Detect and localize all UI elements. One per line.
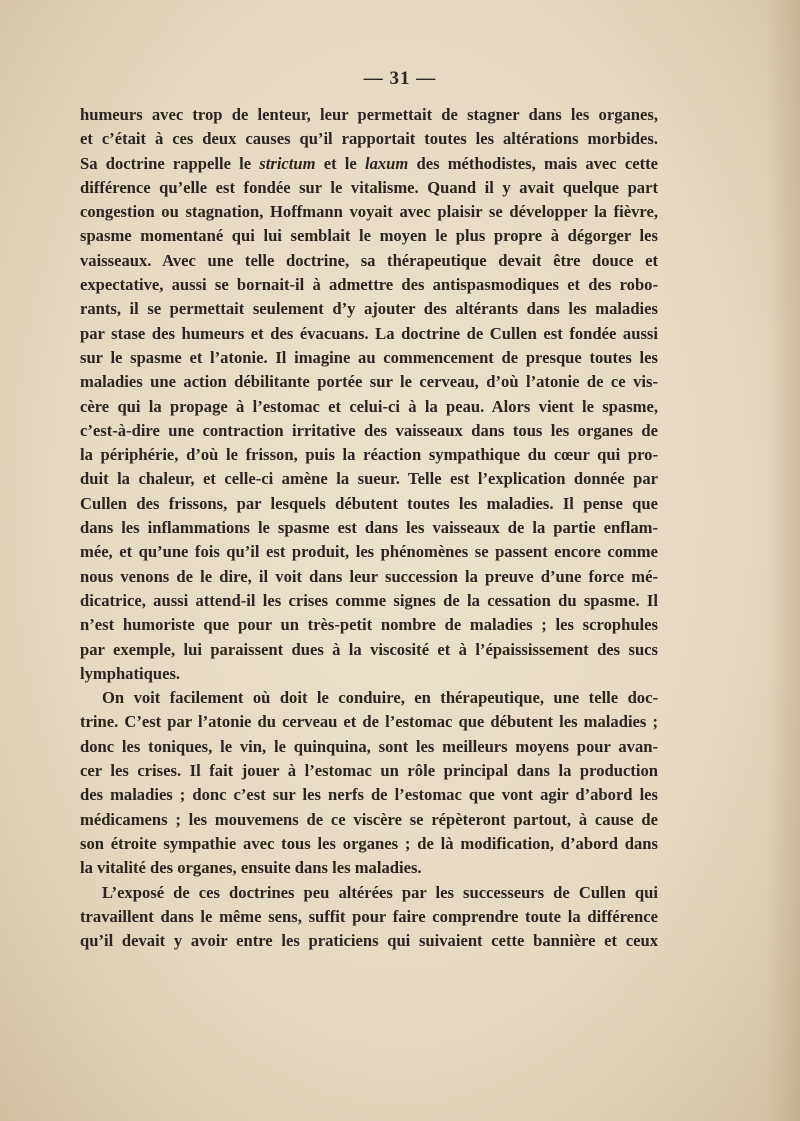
text-line: cère qui la propage à l’estomac et celui-ci à la peau. Alors vient le spasme, <box>80 396 658 416</box>
page-edge-shadow <box>766 0 800 1121</box>
text-line: spasme momentané qui lui semblait le moyen le plus propre à dégorger les <box>80 226 658 246</box>
text-line: la périphérie, d’où le frisson, puis la réaction sympathique du cœur qui pro- <box>80 445 658 465</box>
text-line: travaillent dans le même sens, suffit pour faire comprendre toute la différence <box>80 906 658 926</box>
text-line: par exemple, lui paraissent dues à la viscosité et à l’épaississement des sucs <box>80 639 658 659</box>
text-line: congestion ou stagnation, Hoffmann voyait avec plaisir se développer la fièvre, <box>80 202 658 222</box>
text-line: duit la chaleur, et celle-ci amène la sueur. Telle est l’explication donnée par <box>80 469 658 489</box>
text-line: nous venons de le dire, il voit dans leur succession la preuve d’une force mé- <box>80 566 658 586</box>
text-line: trine. C’est par l’atonie du cerveau et de l’estomac que débutent les maladies ; <box>80 712 658 732</box>
text-line: sur le spasme et l’atonie. Il imagine au commencement de presque toutes les <box>80 347 658 367</box>
text-line: son étroite sympathie avec tous les organes ; de là modification, d’abord dans <box>80 833 658 853</box>
text-line: lymphatiques. <box>80 663 181 683</box>
paragraph <box>80 103 658 686</box>
text-line: différence qu’elle est fondée sur le vitalisme. Quand il y avait quelque part <box>80 177 658 197</box>
text-line: dans les inflammations le spasme est dans les vaisseaux de la partie enflam- <box>80 518 658 538</box>
text-line: L’exposé de ces doctrines peu altérées par les successeurs de Cullen qui <box>102 882 658 902</box>
text-line: c’est-à-dire une contraction irritative des vaisseaux dans tous les organes de <box>80 420 658 440</box>
text-line: mée, et qu’une fois qu’il est produit, les phénomènes se passent encore comme <box>80 542 658 562</box>
text-line: cer les crises. Il fait jouer à l’estomac un rôle principal dans la production <box>80 761 658 781</box>
text-line: rants, il se permettait seulement d’y ajouter des altérants dans les maladies <box>80 299 658 319</box>
text-line: qu’il devait y avoir entre les praticiens qui suivaient cette bannière et ceux <box>80 931 658 951</box>
italic-term: strictum <box>259 153 316 173</box>
text-line: humeurs avec trop de lenteur, leur permettait de stagner dans les organes, <box>80 105 658 124</box>
text-line: Sa doctrine rappelle le strictum et le laxum des méthodistes, mais avec cette <box>80 153 658 173</box>
text-line: et c’était à ces deux causes qu’il rapportait toutes les altérations morbides. <box>80 129 658 149</box>
text-line: la vitalité des organes, ensuite dans les maladies. <box>80 858 422 878</box>
text-line: maladies une action débilitante portée sur le cerveau, d’où l’atonie de ce vis- <box>80 372 658 392</box>
text-line: vaisseaux. Avec une telle doctrine, sa thérapeutique devait être douce et <box>80 250 658 270</box>
paragraph <box>80 881 658 954</box>
text-line: médicamens ; les mouvemens de ce viscère se répèteront partout, à cause de <box>80 809 658 829</box>
text-line: dicatrice, aussi attend-il les crises comme signes de la cessation du spasme. Il <box>80 590 658 610</box>
text-line: On voit facilement où doit le conduire, en thérapeutique, une telle doc- <box>102 688 658 708</box>
page-number: — 31 — <box>363 68 437 89</box>
text-line: Cullen des frissons, par lesquels débutent toutes les maladies. Il pense que <box>80 493 658 513</box>
text-line: expectative, aussi se bornait-il à admettre des antispasmodiques et des robo- <box>80 275 658 295</box>
text-line: par stase des humeurs et des évacuans. La doctrine de Cullen est fondée aussi <box>80 323 658 343</box>
paragraph <box>80 686 658 880</box>
text-line: donc les toniques, le vin, le quinquina, sont les meilleurs moyens pour avan- <box>80 736 658 756</box>
italic-term: laxum <box>364 153 409 173</box>
body-text <box>80 103 658 953</box>
text-line: n’est humoriste que pour un très-petit nombre de maladies ; les scrophules <box>80 615 658 635</box>
text-line: des maladies ; donc c’est sur les nerfs de l’estomac que vont agir d’abord les <box>80 785 658 805</box>
